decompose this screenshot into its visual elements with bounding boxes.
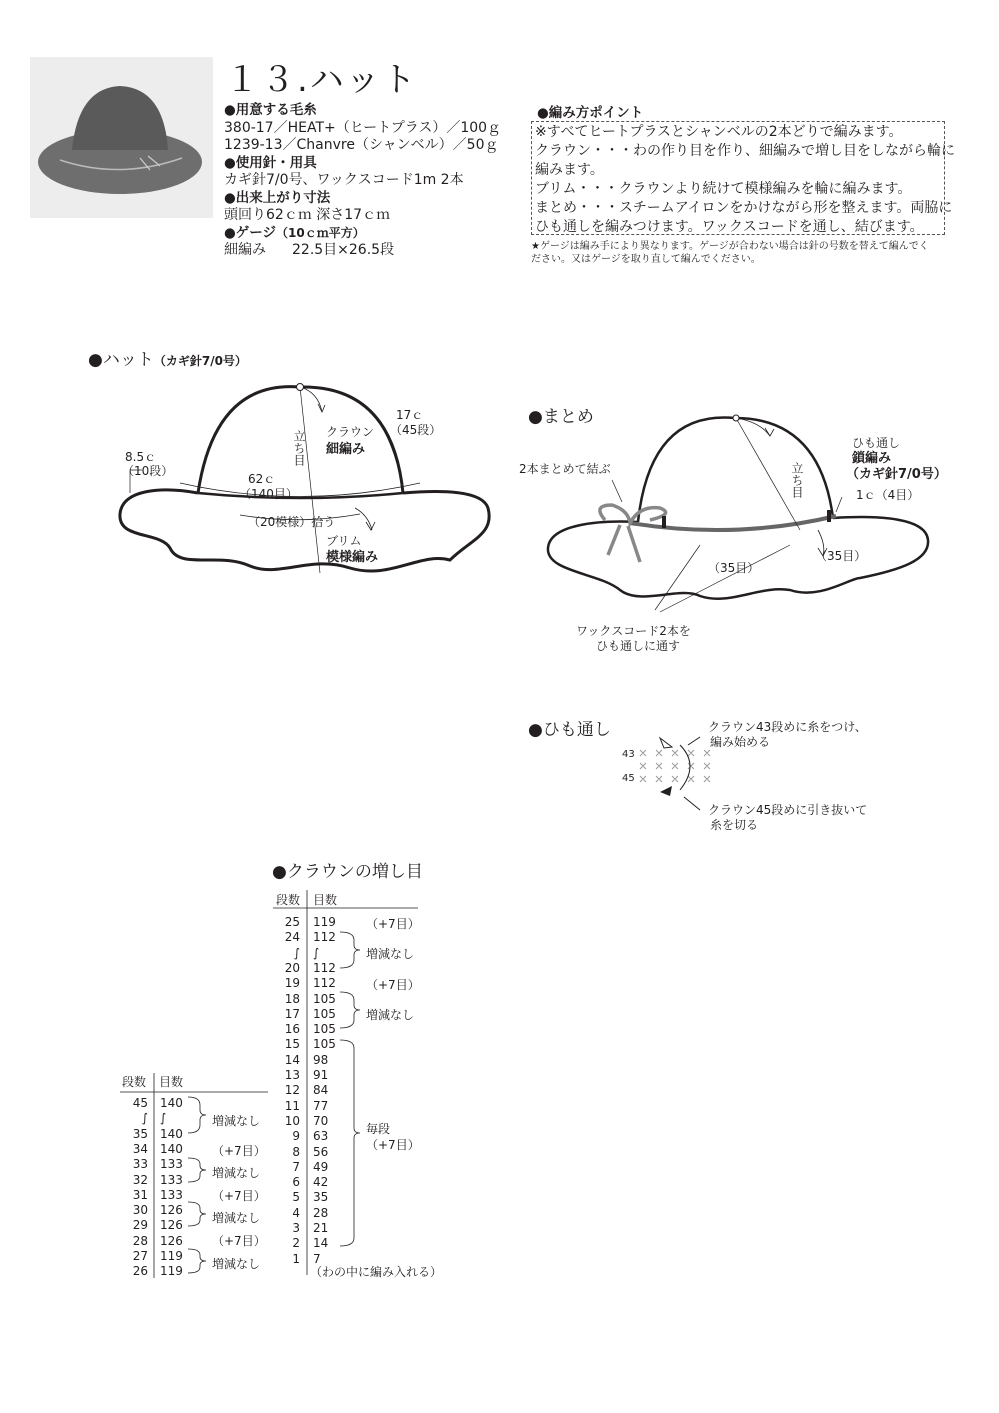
stitch-count: 28: [313, 1205, 329, 1220]
row-number: 24: [284, 930, 300, 945]
loop-stitch-label: 鎖編み: [852, 451, 892, 466]
stitch-count: 126: [160, 1218, 183, 1233]
circumference-label: 62ｃ: [248, 472, 276, 486]
stitch-count: ∫: [313, 945, 320, 960]
note-plus: （+7目）: [366, 917, 420, 931]
note-no-change: 増減なし: [212, 1257, 261, 1271]
stitch-count: 70: [313, 1113, 329, 1128]
gauge-value: 22.5目×26.5段: [292, 242, 395, 258]
row-number: 18: [284, 991, 300, 1006]
note-no-change: 増減なし: [212, 1211, 261, 1225]
stitch-count: 133: [160, 1187, 183, 1202]
cord-label-2: ひも通しに通す: [596, 639, 681, 653]
brim-label: ブリム: [326, 534, 362, 548]
row-number: 34: [132, 1141, 148, 1156]
stitch-count: 35: [313, 1190, 329, 1205]
points-line: 編みます。: [535, 162, 604, 178]
loop-start-2: 編み始める: [710, 735, 771, 749]
col-sts-header: 目数: [159, 1075, 184, 1089]
points-heading: ●編み方ポイント: [537, 105, 644, 121]
stitch-count: 21: [313, 1221, 329, 1235]
stitch-count: 140: [160, 1096, 183, 1110]
hat-section-heading: [88, 345, 247, 370]
stitch-count: 105: [313, 1006, 336, 1021]
row-number: 19: [284, 976, 300, 991]
stitch-count: 140: [160, 1126, 183, 1141]
tie-label: 2本まとめて結ぶ: [519, 462, 611, 476]
points-line: まとめ・・・スチームアイロンをかけながら形を整えます。両脇に: [535, 200, 953, 216]
gauge-label: 細編み: [224, 242, 266, 258]
note-no-change: 増減なし: [366, 1008, 415, 1022]
stitches-label-b: （35目）: [815, 549, 867, 563]
row-number: 4: [292, 1205, 300, 1220]
points-line: クラウン・・・わの作り目を作り、細編みで増し目をしながら輪に: [535, 143, 955, 159]
points-line: ※すべてヒートプラスとシャンベルの2本どりで編みます。: [535, 124, 903, 140]
depth-label: 17ｃ: [396, 408, 424, 422]
stitch-count: 77: [313, 1098, 329, 1113]
loop-section-heading: ●ひも通し: [528, 720, 611, 740]
stitch-count: 105: [313, 991, 336, 1006]
note-plus: （+7目）: [212, 1144, 266, 1158]
pick-up-label: （20模様）拾う: [248, 515, 336, 529]
hat-diagram: [120, 387, 489, 573]
loop-end-2: 糸を切る: [710, 818, 759, 832]
row-number: 10: [284, 1113, 300, 1128]
increase-section-heading: ●クラウンの増し目: [272, 862, 423, 882]
note-no-change: 増減なし: [366, 947, 415, 961]
gauge-line: [224, 242, 501, 260]
yarn-line: 380-17／HEAT+（ヒートプラス）／100ｇ: [224, 119, 502, 136]
loop-label: ひも通し: [852, 436, 901, 450]
stitch-count: 91: [313, 1068, 329, 1082]
gauge-note: [531, 240, 951, 266]
row-number: 16: [284, 1022, 300, 1037]
row-number: 6: [292, 1175, 300, 1190]
row-number: 17: [284, 1006, 300, 1021]
col-rows-header: 段数: [276, 893, 301, 907]
loop-hook-label: （カギ針7/0号）: [846, 467, 947, 482]
row-43-label: 43: [622, 749, 635, 760]
stitch-count: 112: [313, 960, 336, 975]
row-number: 26: [132, 1264, 148, 1279]
hat-heading-sub: （カギ針7/0号）: [153, 354, 247, 368]
stitch-count: 119: [160, 1249, 183, 1263]
row-number: 32: [132, 1172, 148, 1187]
brim-rows-label: （10段）: [122, 464, 174, 478]
note-every-plus: （+7目）: [366, 1138, 420, 1152]
gauge-heading-sub: （10ｃｍ平方）: [276, 225, 365, 240]
stitch-count: 84: [313, 1083, 329, 1098]
note-ring: （わの中に編み入れる）: [310, 1265, 443, 1279]
stitch-count: 126: [160, 1233, 183, 1248]
stitch-count: ∫: [160, 1111, 167, 1126]
materials-block: [224, 102, 501, 260]
crown-label: クラウン: [326, 425, 375, 439]
tools-line: カギ針7/0号、ワックスコード1m 2本: [224, 172, 464, 188]
loop-end-1: クラウン45段めに引き抜いて: [708, 803, 868, 817]
row-number: 25: [284, 915, 300, 929]
size-line: 頭回り62ｃｍ 深さ17ｃｍ: [224, 207, 391, 223]
stitch-count: 112: [313, 930, 336, 945]
yarn-heading: ●用意する毛糸: [224, 102, 317, 118]
stitches-label-a: （35目）: [708, 561, 760, 575]
row-number: 14: [284, 1052, 300, 1067]
row-number: 27: [132, 1249, 148, 1263]
row-number: 7: [292, 1159, 300, 1174]
gauge-heading: [224, 225, 501, 243]
row-number: 12: [284, 1083, 300, 1098]
note-line: ★ゲージは編み手により異なります。ゲージが合わない場合は針の号数を替えて編んでく: [531, 241, 929, 252]
stitch-count: 56: [313, 1144, 329, 1159]
row-number: 9: [292, 1129, 300, 1144]
note-no-change: 増減なし: [212, 1166, 261, 1180]
stitch-count: 112: [313, 976, 336, 991]
note-plus: （+7目）: [366, 978, 420, 992]
stitch-count: 7: [313, 1251, 321, 1266]
row-number: 35: [132, 1126, 148, 1141]
note-no-change: 増減なし: [212, 1114, 261, 1128]
stitch-count: 126: [160, 1203, 183, 1218]
stitch-count: 119: [313, 915, 336, 929]
stitch-count: 14: [313, 1236, 329, 1251]
stitch-count: 105: [313, 1037, 336, 1052]
row-45-label: 45: [622, 773, 635, 784]
row-number: 3: [292, 1221, 300, 1235]
row-number: 15: [284, 1037, 300, 1052]
loop-start-1: クラウン43段めに糸をつけ、: [708, 720, 867, 734]
row-number: 8: [292, 1144, 300, 1159]
row-number: ∫: [293, 945, 300, 960]
note-every-row: 毎段: [366, 1122, 391, 1136]
finish-standing-label: 立ち目: [790, 462, 804, 498]
points-line: ひも通しを編みつけます。ワックスコードを通し、結びます。: [535, 219, 924, 235]
row-number: 33: [132, 1157, 148, 1172]
brim-width-label: 8.5ｃ: [125, 450, 157, 464]
stitch-count: 133: [160, 1157, 183, 1172]
note-plus: （+7目）: [212, 1234, 266, 1248]
col-sts-header: 目数: [313, 893, 338, 907]
row-number: 45: [132, 1096, 148, 1110]
row-number: 29: [132, 1218, 148, 1233]
row-number: 20: [284, 960, 300, 975]
stitch-count: 105: [313, 1022, 336, 1037]
stitch-count: 49: [313, 1159, 329, 1174]
row-number: 31: [132, 1187, 148, 1202]
stitch-count: 140: [160, 1141, 183, 1156]
crown-stitch-label: 細編み: [326, 442, 366, 457]
hat-heading-text: ●ハット: [88, 350, 154, 370]
note-plus: （+7目）: [212, 1189, 266, 1203]
standing-stitch-label: 立ち目: [292, 430, 306, 466]
tools-heading: ●使用針・用具: [224, 154, 317, 171]
loop-size-label: 1ｃ（4目）: [856, 488, 920, 502]
yarn-line: 1239-13／Chanvre（シャンベル）／50ｇ: [224, 137, 499, 153]
row-number: 11: [284, 1098, 300, 1113]
row-number: 28: [132, 1233, 148, 1248]
stitch-count: 133: [160, 1172, 183, 1187]
row-number: 30: [132, 1203, 148, 1218]
loop-stitch-diagram: [640, 737, 710, 810]
stitch-count: 63: [313, 1129, 329, 1144]
stitch-count: 42: [313, 1175, 329, 1190]
col-rows-header: 段数: [122, 1075, 147, 1089]
row-number: ∫: [141, 1111, 148, 1126]
row-number: 13: [284, 1068, 300, 1082]
note-line: ださい。又はゲージを取り直して編んでください。: [531, 254, 761, 265]
row-number: 1: [292, 1251, 300, 1266]
brim-stitch-label: 模様編み: [326, 550, 379, 565]
row-number: 5: [292, 1190, 300, 1205]
depth-rows-label: （45段）: [390, 423, 442, 437]
stitch-count: 119: [160, 1264, 183, 1279]
size-heading: ●出来上がり寸法: [224, 189, 331, 206]
finish-section-heading: ●まとめ: [528, 407, 594, 427]
gauge-heading-text: ●ゲージ: [224, 224, 277, 241]
row-number: 2: [292, 1236, 300, 1251]
points-box: [531, 121, 955, 235]
points-line: ブリム・・・クラウンより続けて模様編みを輪に編みます。: [535, 181, 912, 197]
cord-label-1: ワックスコード2本を: [576, 624, 691, 638]
hat-photo: [30, 57, 213, 218]
page-title: １３.ハット: [225, 60, 418, 100]
stitch-count: 98: [313, 1052, 329, 1067]
circumference-sts-label: （140目）: [239, 487, 298, 501]
